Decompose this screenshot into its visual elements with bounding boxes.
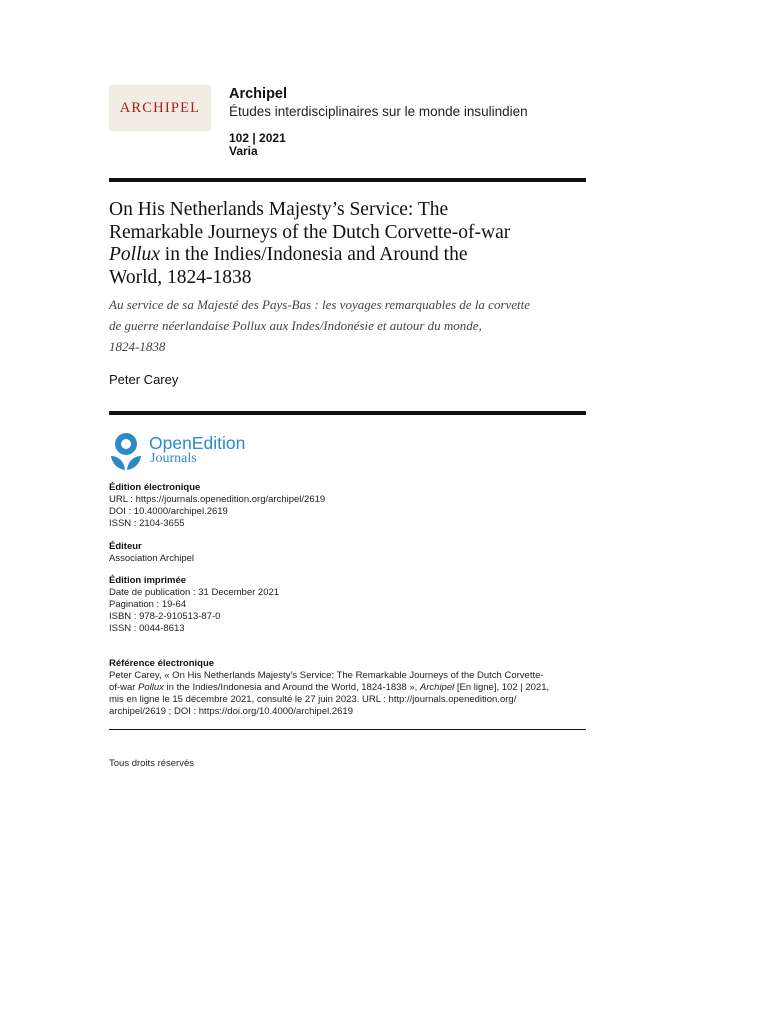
journal-issue: 102 | 2021: [229, 131, 286, 145]
reference-block: [109, 658, 589, 718]
subtitle-line: 1824-1838: [109, 339, 166, 354]
reference-line: archipel/2619 ; DOI : https://doi.org/10.4000/archipel.2619: [109, 706, 353, 717]
journal-name: Archipel: [229, 86, 288, 102]
openedition-journals: Journals: [150, 451, 197, 466]
reference-line: Peter Carey, « On His Netherlands Majesty’s Service: The Remarkable Journeys of the Dutch Corvette-: [109, 670, 544, 681]
title-line-rest: in the Indies/Indonesia and Around the: [164, 244, 468, 265]
openedition-flower-icon: [109, 432, 143, 472]
subtitle-line: Au service de sa Majesté des Pays-Bas : les voyages remarquables de la corvette: [109, 297, 531, 312]
reference-text: in the Indies/Indonesia and Around the World, 1824-1838 »,: [163, 682, 420, 693]
date-line: Date de publication : 31 December 2021: [109, 587, 280, 598]
reference-heading: Référence électronique: [109, 658, 215, 669]
top-divider: [109, 178, 586, 182]
reference-italic: Archipel: [419, 682, 455, 693]
article-title: [109, 199, 589, 289]
reference-line: [109, 682, 589, 694]
editeur-block: [109, 541, 589, 565]
url-line: URL : https://journals.openedition.org/archipel/2619: [109, 494, 326, 505]
rights-notice: Tous droits réservés: [109, 758, 195, 769]
openedition-logo: [109, 432, 309, 472]
article-subtitle: [109, 294, 589, 357]
doi-line: DOI : 10.4000/archipel.2619: [109, 506, 228, 517]
openedition-name: OpenEdition: [149, 433, 246, 453]
editeur-line: Association Archipel: [109, 553, 195, 564]
isbn-line: ISBN : 978-2-910513-87-0: [109, 611, 221, 622]
journal-logo-text: ARCHIPEL: [119, 99, 201, 116]
issn-line: ISSN : 2104-3655: [109, 518, 185, 529]
title-line: On His Netherlands Majesty’s Service: The: [109, 199, 449, 220]
edition-electronique-heading: Édition électronique: [109, 482, 201, 493]
bottom-divider: [109, 729, 586, 730]
edition-electronique-block: [109, 482, 589, 530]
article-author: Peter Carey: [109, 372, 179, 387]
reference-italic: Pollux: [138, 682, 164, 693]
subtitle-line: de guerre néerlandaise Pollux aux Indes/Indonésie et autour du monde,: [109, 318, 482, 333]
title-line: World, 1824-1838: [109, 266, 252, 288]
edition-imprimee-heading: Édition imprimée: [109, 575, 187, 586]
journal-section: Varia: [229, 144, 258, 158]
reference-text: of-war: [109, 682, 139, 693]
editeur-heading: Éditeur: [109, 541, 142, 552]
title-line: Remarkable Journeys of the Dutch Corvette-of-war: [109, 221, 511, 243]
pagination-line: Pagination : 19-64: [109, 599, 187, 610]
middle-divider: [109, 411, 586, 415]
reference-line: mis en ligne le 15 décembre 2021, consulté le 27 juin 2023. URL : http://journals.openedition.org/: [109, 694, 517, 705]
print-issn-line: ISSN : 0044-8613: [109, 623, 185, 634]
edition-imprimee-block: [109, 575, 589, 635]
title-italic-word: Pollux: [109, 244, 160, 265]
reference-text: [En ligne], 102 | 2021,: [454, 682, 550, 693]
title-line: [109, 244, 589, 267]
journal-subtitle: Études interdisciplinaires sur le monde insulindien: [229, 104, 528, 119]
journal-logo: [109, 85, 211, 131]
